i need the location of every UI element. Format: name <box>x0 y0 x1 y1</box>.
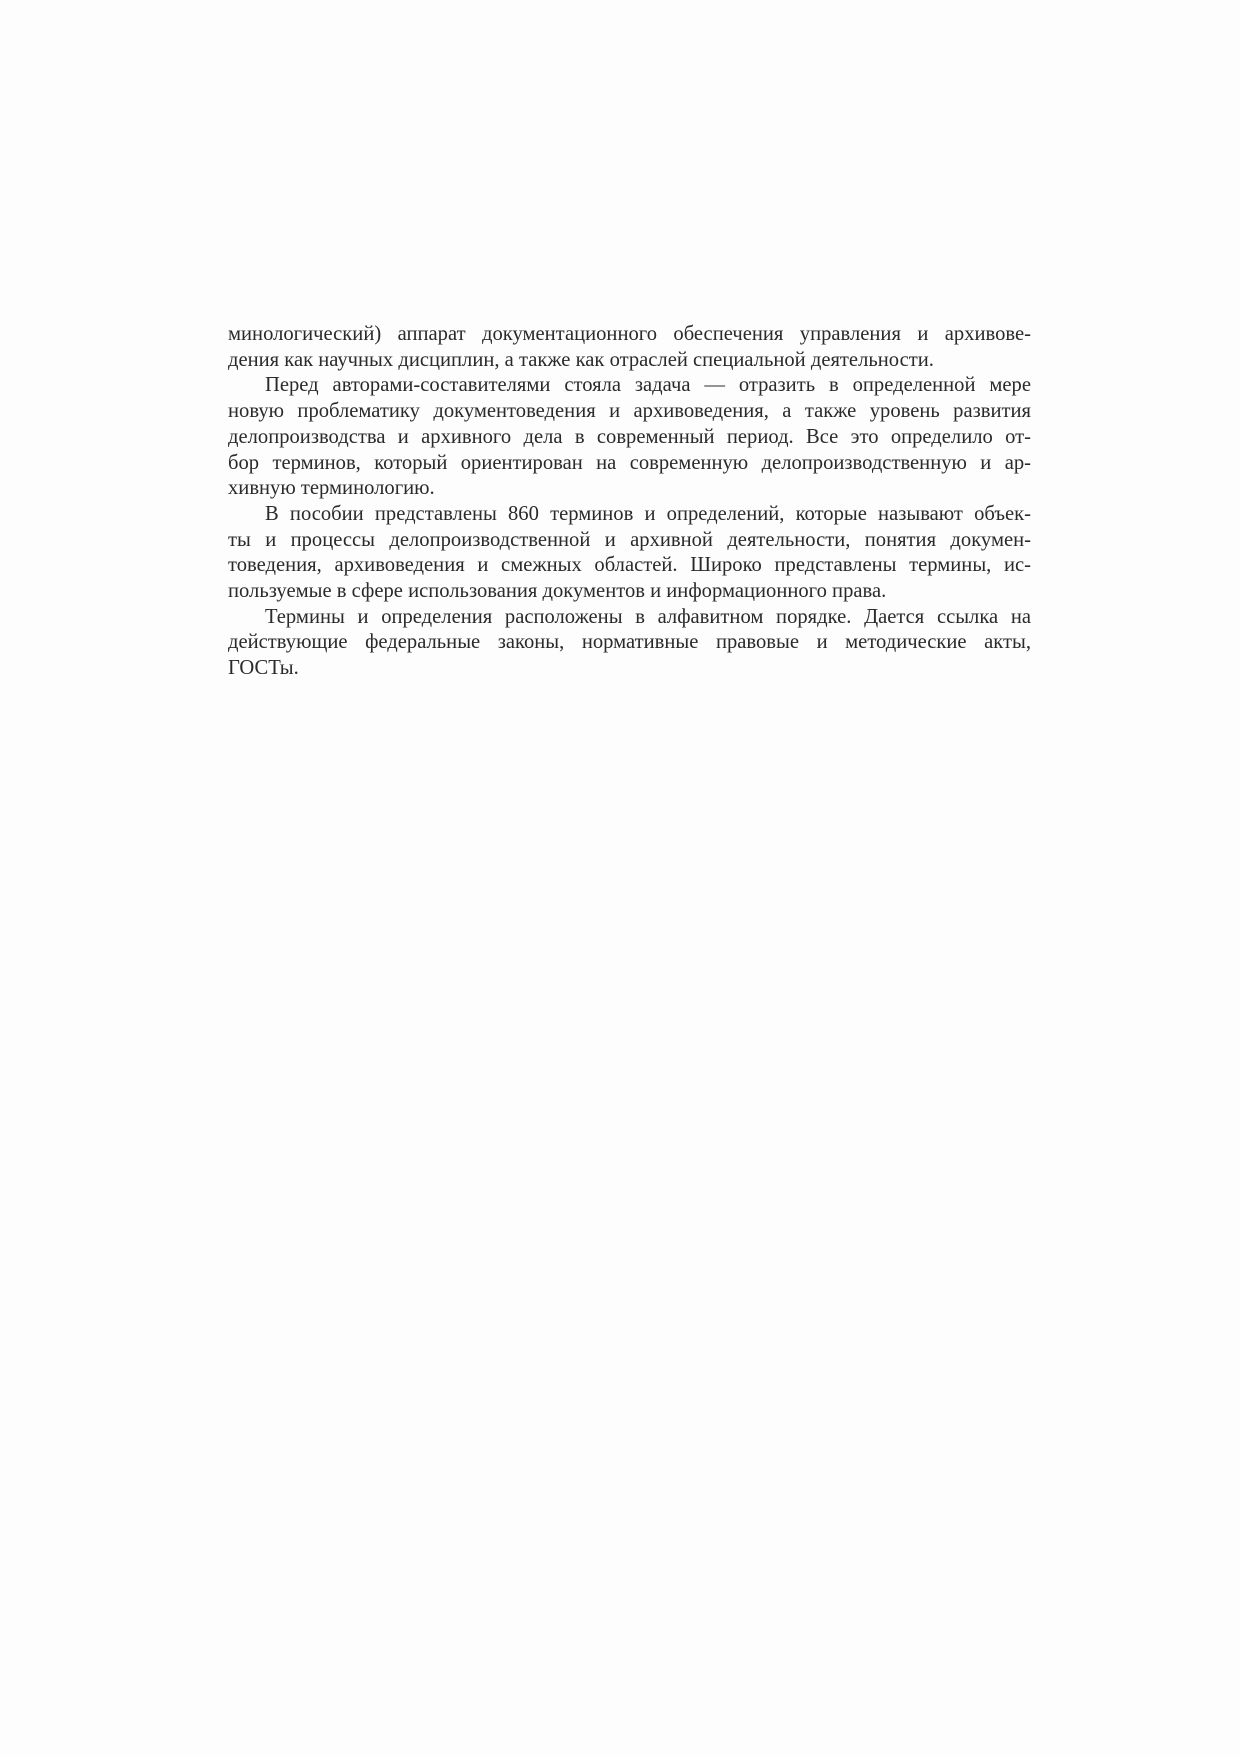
text-line: действующие федеральные законы, нормативные правовые и методические акты, <box>228 631 1031 654</box>
text-line: дения как научных дисциплин, а также как отраслей специальной деятельности. <box>228 348 934 371</box>
text-line: Перед авторами-составителями стояла задача — отразить в определенной мере <box>265 374 1031 397</box>
text-line: минологический) аппарат документационного обеспечения управления и архивове- <box>228 323 1031 345</box>
paragraph-4 <box>228 605 1031 682</box>
paragraph-2 <box>228 373 1031 502</box>
text-line: товедения, архивоведения и смежных областей. Широко представлены термины, ис- <box>228 554 1031 577</box>
text-line: пользуемые в сфере использования документов и информационного права. <box>228 580 887 603</box>
body-text <box>228 322 1031 682</box>
text-line: ГОСТы. <box>228 657 299 680</box>
paragraph-1 <box>228 322 1031 373</box>
text-line: хивную терминологию. <box>228 477 435 500</box>
text-line: В пособии представлены 860 терминов и определений, которые называют объек- <box>265 502 1031 525</box>
paragraph-3 <box>228 502 1031 605</box>
text-line: новую проблематику документоведения и архивоведения, а также уровень развития <box>228 400 1031 423</box>
text-line: бор терминов, который ориентирован на современную делопроизводственную и ар- <box>228 451 1031 474</box>
text-line: Термины и определения расположены в алфавитном порядке. Дается ссылка на <box>265 605 1031 628</box>
text-line: ты и процессы делопроизводственной и архивной деятельности, понятия докумен- <box>228 528 1031 551</box>
text-line: делопроизводства и архивного дела в современный период. Все это определило от- <box>228 425 1031 448</box>
